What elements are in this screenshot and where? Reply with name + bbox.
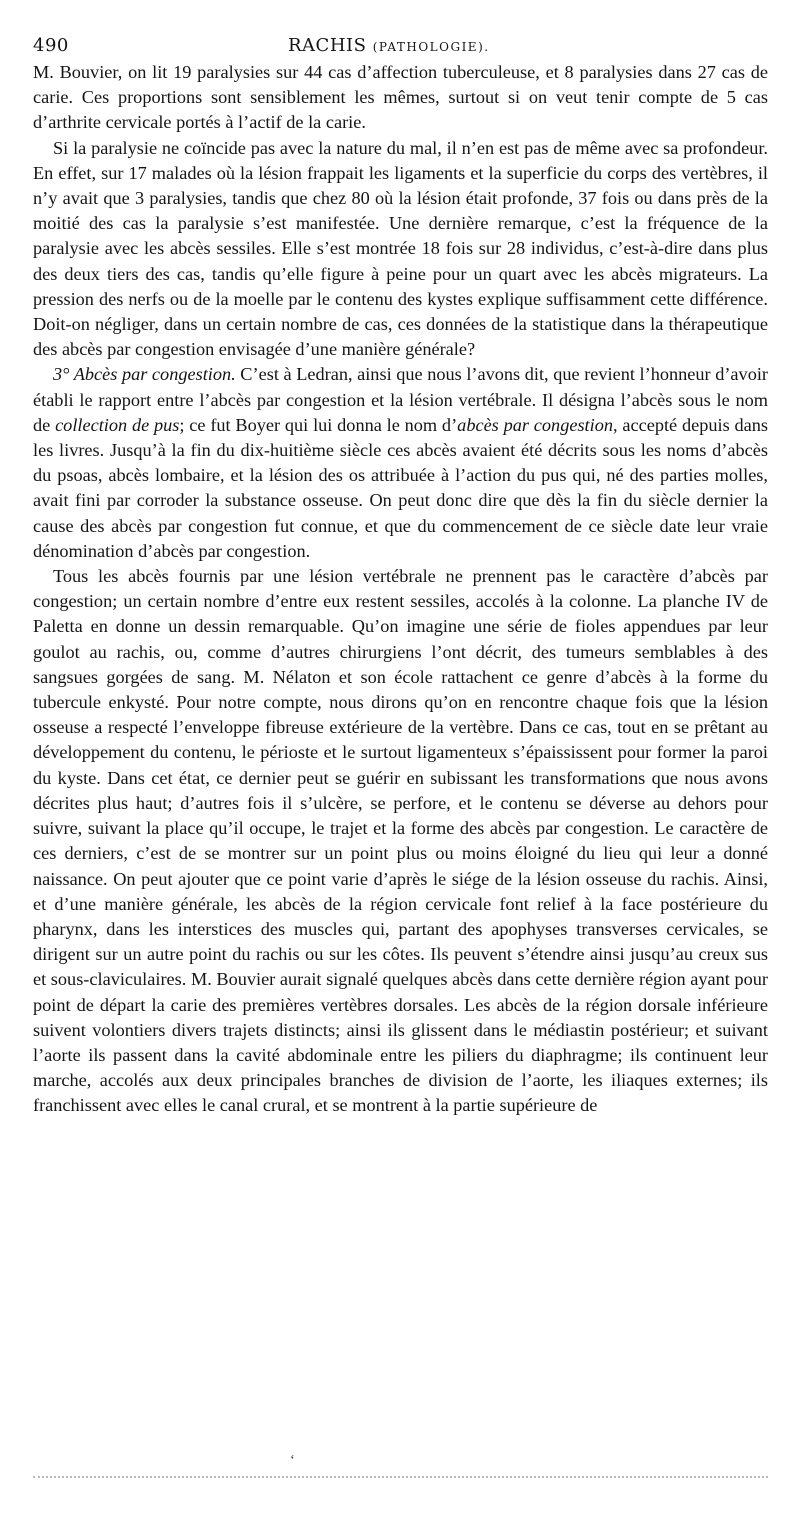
page-title-subtitle: (PATHOLOGIE). [372,40,490,54]
paragraph-3-text-c: accepté depuis dans les livres. Jusqu’à la fin du dix-huitième siècle ces abcès avaient été décrits sous les noms d’abcès du psoas, abcès lombaire, et la lésion des os attribuée à l’action du pus qui, né des parties molles, avait fini par corroder la substance osseuse. On peut donc dire que dès la fin du siècle dernier la cause des abcès par congestion fut connue, et que du commencement de ce siècle date leur vraie dénomination d’abcès par congestion. [33,414,769,561]
page-title [288,32,490,61]
paragraph-3 [33,362,768,564]
paragraph-1: M. Bouvier, on lit 19 paralysies sur 44 cas d’affection tuberculeuse, et 8 paralysies dans 27 cas de carie. Ces proportions sont sensiblement les mêmes, surtout si on veut tenir compte de 5 cas d’arthrite cervicale portés à l’actif de la carie. [33,62,768,133]
running-head [33,32,768,60]
section-heading: 3° Abcès par congestion. [53,364,236,385]
paragraph-3-text-b: ; ce fut Boyer qui lui donna le nom d’ [179,414,458,435]
paragraph-3-text-a: C’est à Ledran, ainsi que nous l’avons dit, que revient l’honneur d’avoir établi le rapport entre l’abcès par congestion et la lésion vertébrale. Il désigna l’abcès sous le nom de [33,364,768,435]
page-title-main: RACHIS [288,35,367,56]
page-number: 490 [33,35,69,56]
footer-rule [33,1476,768,1478]
page [33,32,768,1119]
footer-mark: ʻ [290,1453,295,1468]
paragraph-4: Tous les abcès fournis par une lésion vertébrale ne prennent pas le caractère d’abcès par congestion; un certain nombre d’entre eux restent sessiles, accolés à la colonne. La planche IV de Paletta en donne un dessin remarquable. Qu’on imagine une série de fioles appendues par leur goulot au rachis, ou, comme d’autres chirurgiens l’ont décrit, des tumeurs semblables à des sangsues gorgées de sang. M. Nélaton et son école rattachent ce genre d’abcès à la forme du tubercule enkysté. Pour notre compte, nous dirons qu’on en rencontre chaque fois que la lésion osseuse a respecté l’enveloppe fibreuse extérieure de la vertèbre. Dans ce cas, tout en se prêtant au développement du contenu, le périoste et le surtout ligamenteux s’épaississent pour former la paroi du kyste. Dans cet état, ce dernier peut se guérir en subissant les transformations que nous avons décrites plus haut; d’autres fois il s’ulcère, se perfore, et le contenu se déverse au dehors pour suivre, suivant la place qu’il occupe, le trajet et la forme des abcès par congestion. Le caractère de ces derniers, c’est de se montrer sur un point plus ou moins éloigné du lieu qui leur a donné naissance. On peut ajouter que ce point varie d’après le siége de la lésion osseuse du rachis. Ainsi, et d’une manière générale, les abcès de la région cervicale font relief à la face postérieure du pharynx, dans les interstices des muscles qui, partant des apophyses transverses cervicales, se dirigent sur un autre point du rachis ou sur les côtes. Ils peuvent s’étendre ainsi jusqu’au creux sus et sous-claviculaires. M. Bouvier aurait signalé quelques abcès dans cette dernière région ayant pour point de départ la carie des premières vertèbres dorsales. Les abcès de la région dorsale inférieure suivent volontiers divers trajets distincts; ainsi ils glissent dans le médiastin postérieur; et suivant l’aorte ils passent dans la cavité abdominale entre les piliers du diaphragme; ils continuent leur marche, accolés aux deux principales branches de division de l’aorte, les iliaques externes; ils franchissent avec elles le canal crural, et se montrent à la partie supérieure de [33,566,768,1116]
body-text [33,60,768,1119]
paragraph-2: Si la paralysie ne coïncide pas avec la nature du mal, il n’en est pas de même avec sa profondeur. En effet, sur 17 malades où la lésion frappait les ligaments et la superficie du corps des vertèbres, il n’y avait que 3 paralysies, tandis que chez 80 où la lésion était profonde, 37 fois ou dans près de la moitié des cas la paralysie s’est manifestée. Une dernière remarque, c’est la fréquence de la paralysie avec les abcès sessiles. Elle s’est montrée 18 fois sur 28 individus, c’est-à-dire dans plus des deux tiers des cas, tandis qu’elle figure à peine pour un quart avec les abcès migrateurs. La pression des nerfs ou de la moelle par le contenu des kystes explique suffisamment cette différence. Doit-on négliger, dans un certain nombre de cas, ces données de la statistique dans la thérapeutique des abcès par congestion envisagée d’une manière générale? [33,137,768,360]
term-collection-de-pus: collection de pus [55,414,180,435]
term-abces-par-congestion: abcès par congestion, [457,414,618,435]
